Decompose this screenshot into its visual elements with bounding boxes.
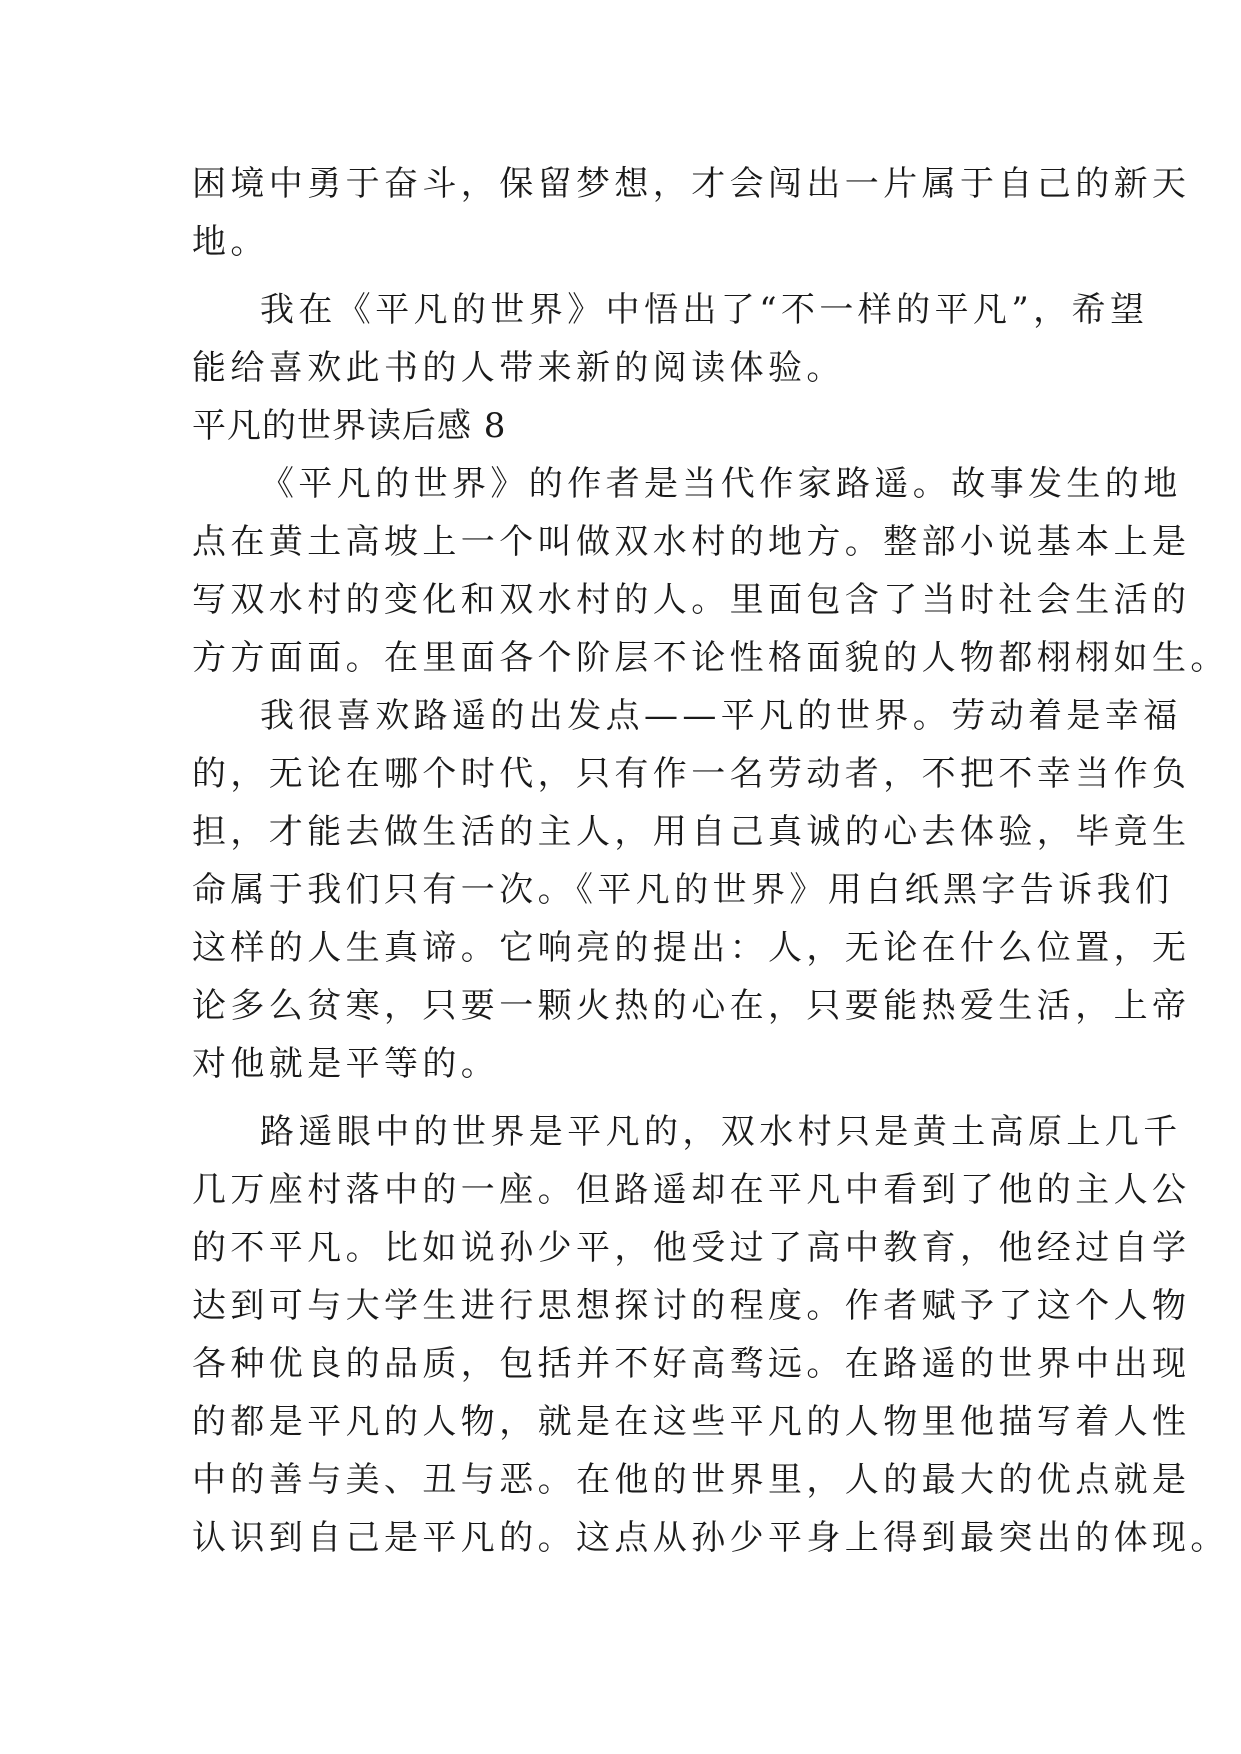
text-line: 对他就是平等的。 xyxy=(192,1044,500,1084)
text-line: 地。 xyxy=(192,222,269,262)
paragraph-3 xyxy=(192,455,1229,687)
text-line: 的都是平凡的人物，就是在这些平凡的人物里他描写着人性 xyxy=(192,1402,1191,1442)
text-line: 点在黄土高坡上一个叫做双水村的地方。整部小说基本上是 xyxy=(192,522,1191,562)
text-line: 的，无论在哪个时代，只有作一名劳动者，不把不幸当作负 xyxy=(192,754,1191,794)
paragraph-5 xyxy=(192,1103,1229,1567)
paragraph-2 xyxy=(192,281,1149,397)
document-body xyxy=(192,155,1229,1567)
text-line: 认识到自己是平凡的。这点从孙少平身上得到最突出的体现。 xyxy=(192,1518,1229,1558)
text-line: 担，才能去做生活的主人，用自己真诚的心去体验，毕竟生 xyxy=(192,812,1191,852)
text-line: 这样的人生真谛。它响亮的提出：人，无论在什么位置，无 xyxy=(192,928,1191,968)
text-line: 的不平凡。比如说孙少平，他受过了高中教育，他经过自学 xyxy=(192,1228,1191,1268)
text-line: 能给喜欢此书的人带来新的阅读体验。 xyxy=(192,348,845,388)
text-line: 论多么贫寒，只要一颗火热的心在，只要能热爱生活，上帝 xyxy=(192,986,1191,1026)
text-line: 中的善与美、丑与恶。在他的世界里，人的最大的优点就是 xyxy=(192,1460,1191,1500)
text-line: 我很喜欢路遥的出发点——平凡的世界。劳动着是幸福 xyxy=(260,696,1182,736)
text-line: 几万座村落中的一座。但路遥却在平凡中看到了他的主人公 xyxy=(192,1170,1191,1210)
paragraph-1 xyxy=(192,155,1191,271)
text-line: 方方面面。在里面各个阶层不论性格面貌的人物都栩栩如生。 xyxy=(192,638,1229,678)
text-line: 写双水村的变化和双水村的人。里面包含了当时社会生活的 xyxy=(192,580,1191,620)
text-line: 路遥眼中的世界是平凡的，双水村只是黄土高原上几千 xyxy=(260,1112,1182,1152)
text-line: 《平凡的世界》的作者是当代作家路遥。故事发生的地 xyxy=(260,464,1182,504)
text-line: 我在《平凡的世界》中悟出了“不一样的平凡”，希望 xyxy=(260,290,1149,330)
text-line: 困境中勇于奋斗，保留梦想，才会闯出一片属于自己的新天 xyxy=(192,164,1191,204)
text-line: 各种优良的品质，包括并不好高骛远。在路遥的世界中出现 xyxy=(192,1344,1191,1384)
text-line: 命属于我们只有一次。《平凡的世界》用白纸黑字告诉我们 xyxy=(192,870,1174,910)
text-line: 达到可与大学生进行思想探讨的程度。作者赋予了这个人物 xyxy=(192,1286,1191,1326)
paragraph-4 xyxy=(192,687,1191,1093)
section-heading: 平凡的世界读后感 8 xyxy=(192,406,507,446)
